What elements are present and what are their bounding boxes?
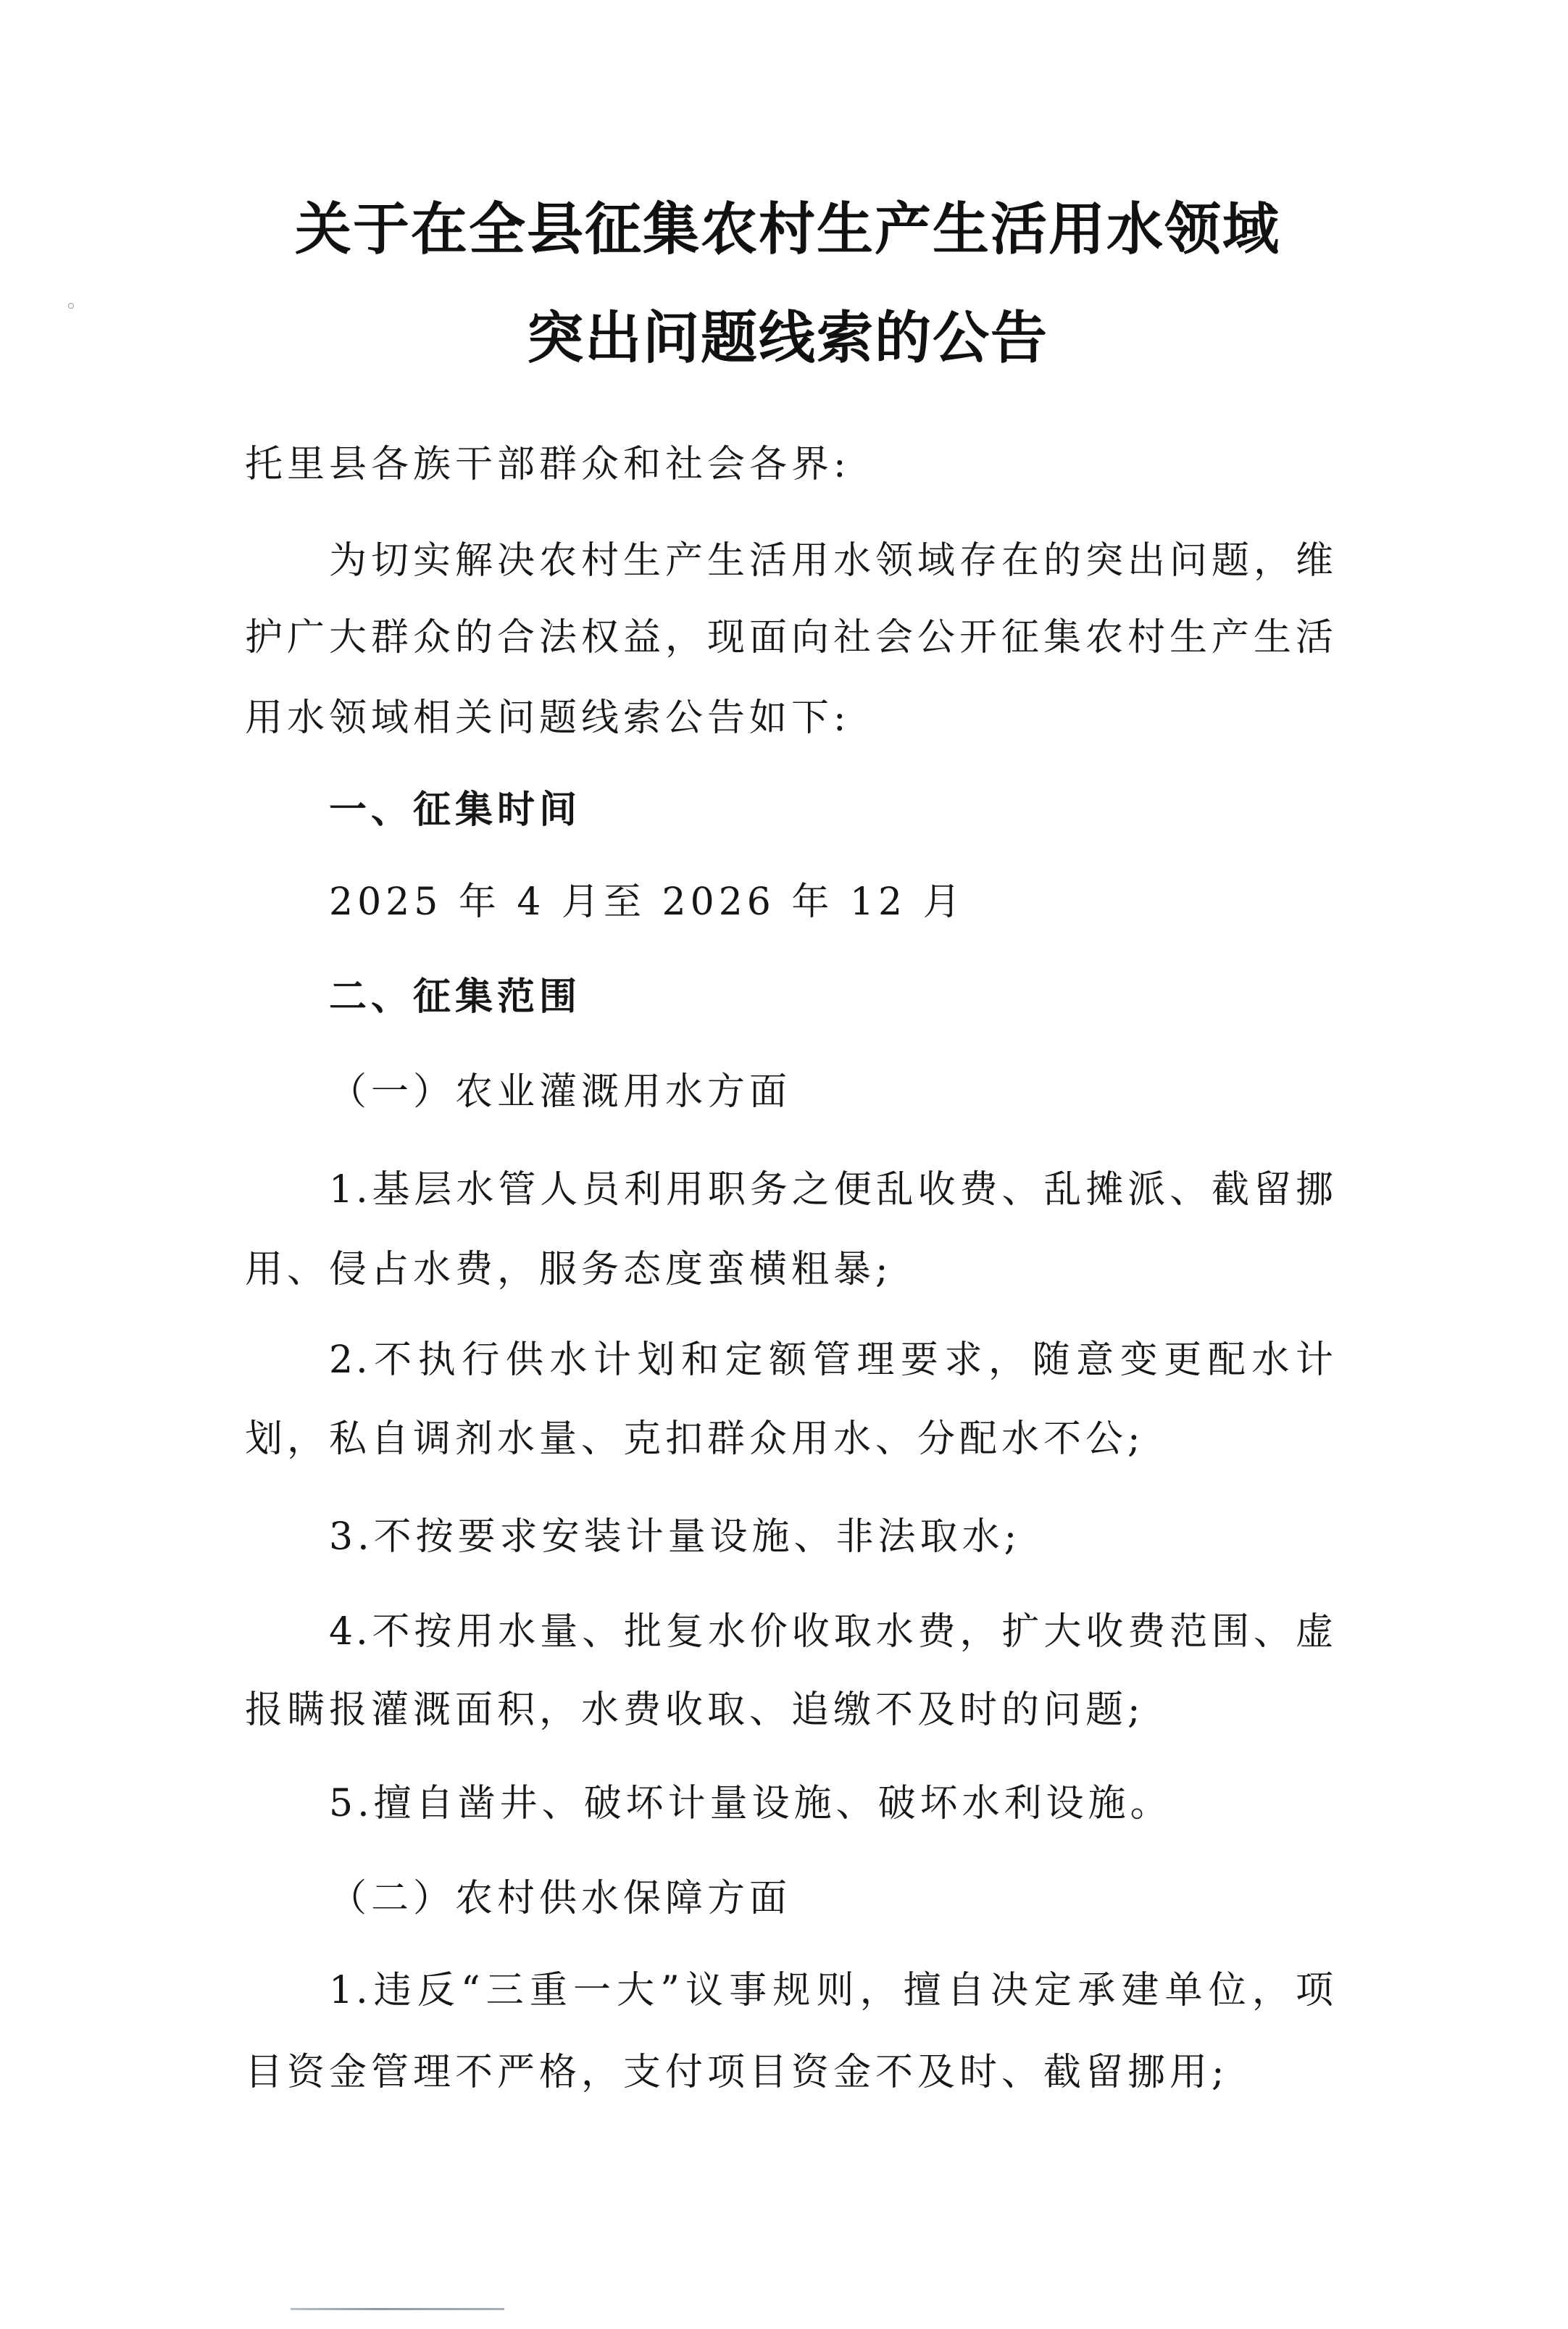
list-item-line: 划，私自调剂水量、克扣群众用水、分配水不公;	[245, 1417, 1145, 1461]
list-item-line: 1.违反“三重一大”议事规则，擅自决定承建单位，项	[329, 1969, 1336, 2012]
scan-edge-line	[291, 2308, 504, 2310]
list-item-line: 1.基层水管人员利用职务之便乱收费、乱摊派、截留挪	[329, 1168, 1336, 1212]
salutation: 托里县各族干部群众和社会各界:	[245, 443, 851, 486]
collection-period: 2025 年 4 月至 2026 年 12 月	[329, 880, 965, 924]
list-item-line: 5.擅自凿井、破坏计量设施、破坏水利设施。	[329, 1782, 1172, 1825]
list-item-line: 4.不按用水量、批复水价收取水费，扩大收费范围、虚	[329, 1610, 1336, 1654]
list-item-line: 报瞒报灌溉面积，水费收取、追缴不及时的问题;	[245, 1688, 1145, 1732]
section-heading: 一、征集时间	[329, 788, 582, 832]
intro-line-2: 护广大群众的合法权益，现面向社会公开征集农村生产生活	[245, 616, 1336, 659]
intro-line-1: 为切实解决农村生产生活用水领域存在的突出问题，维	[329, 539, 1336, 583]
subsection-heading: （一）农业灌溉用水方面	[329, 1070, 792, 1114]
list-item-line: 目资金管理不严格，支付项目资金不及时、截留挪用;	[245, 2051, 1229, 2094]
section-heading: 二、征集范围	[329, 975, 582, 1019]
intro-line-3: 用水领域相关问题线索公告如下:	[245, 696, 851, 740]
notice-title-line-1: 关于在全县征集农村生产生活用水领域	[294, 196, 1280, 262]
list-item-line: 2.不执行供水计划和定额管理要求，随意变更配水计	[329, 1338, 1336, 1382]
list-item-line: 用、侵占水费，服务态度蛮横粗暴;	[245, 1248, 893, 1291]
list-item-line: 3.不按要求安装计量设施、非法取水;	[329, 1515, 1022, 1559]
notice-title-line-2: 突出问题线索的公告	[526, 305, 1048, 371]
subsection-heading: （二）农村供水保障方面	[329, 1877, 792, 1920]
